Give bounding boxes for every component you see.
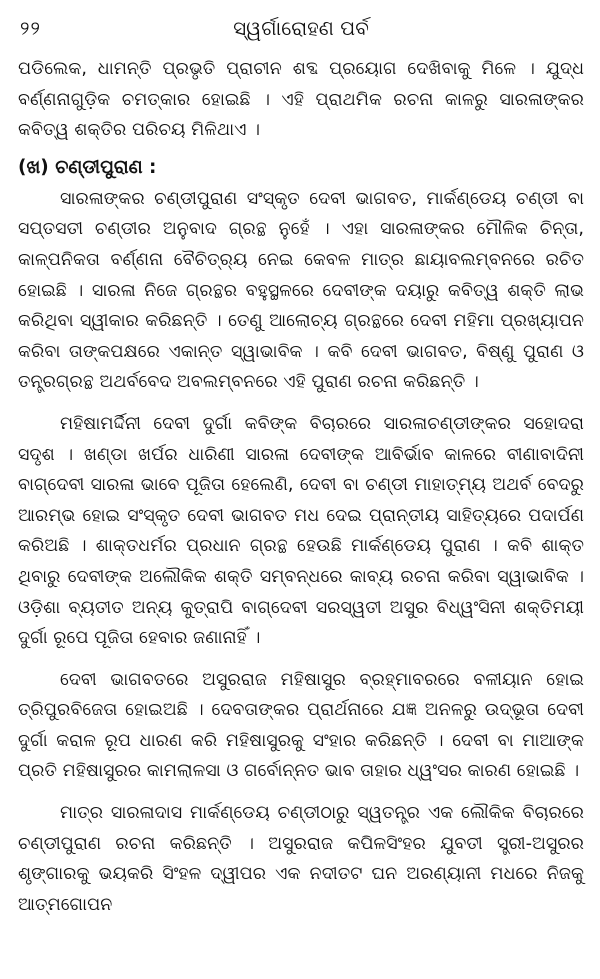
paragraph: ସାରଳାଙ୍କର ଚଣ୍ଡୀପୁରାଣ ସଂସ୍କୃତ ଦେବୀ ଭାଗବତ, ମାର୍କଣ୍ଡେୟ ଚଣ୍ଡୀ ବା ସପ୍ତସତୀ ଚଣ୍ଡୀର ଅନୁବାଦ ଗ୍ରନ୍ଥ ନୁହେଁ । ଏହା ସାରଳାଙ୍କର ମୌଳିକ ଚିନ୍ତା, କାଳ୍ପନିକତା ବର୍ଣ୍ଣନା ବୈଚିତ୍ର୍ୟ ନେଇ କେବଳ ମାତ୍ର ଛାୟାବଲମ୍ବନରେ ରଚିତ ହୋଇଛି । ସାରଳା ନିଜେ ଗ୍ରନ୍ଥର ବହୁସ୍ଥଳରେ ଦେବୀଙ୍କ ଦୟାରୁ କବିତ୍ୱ ଶକ୍ତି ଲାଭ କରିଥିବା ସ୍ୱୀକାର କରିଛନ୍ତି । ତେଣୁ ଆଲୋଚ୍ୟ ଗ୍ରନ୍ଥରେ ଦେବୀ ମହିମା ପ୍ରଖ୍ୟାପନ କରିବା ତାଙ୍କପକ୍ଷରେ ଏକାନ୍ତ ସ୍ୱାଭାବିକ । କବି ଦେବୀ ଭାଗବତ, ବିଷ୍ଣୁ ପୁରାଣ ଓ ତନ୍ତ୍ରଗ୍ରନ୍ଥ ଅଥର୍ବବେଦ ଅବଲମ୍ବନରେ ଏହି ପୁରାଣ ରଚନା କରିଛନ୍ତି । — [18, 188, 584, 393]
running-title: ସ୍ୱର୍ଗାରୋହଣ ପର୍ବ — [233, 16, 369, 40]
page-header — [18, 14, 584, 54]
paragraph-continuation: ପଡିଲେକ, ଧାମନ୍ତି ପ୍ରଭୃତି ପ୍ରାଚୀନ ଶବ୍ଦ ପ୍ରୟୋଗ ଦେଖିବାକୁ ମିଳେ । ଯୁଦ୍ଧ ବର୍ଣ୍ଣନାଗୁଡ଼ିକ ଚମତ୍କାର ହୋଇଛି । ଏହି ପ୍ରାଥମିକ ରଚନା କାଳରୁ ସାରଳାଙ୍କର କବିତ୍ୱ ଶକ୍ତିର ପରିଚୟ ମିଳିଥାଏ । — [18, 59, 584, 141]
page-body — [18, 54, 584, 920]
paragraph: ମହିଷାମର୍ଦ୍ଦିନୀ ଦେବୀ ଦୁର୍ଗା କବିଙ୍କ ବିଚାରରେ ସାରଳାଚଣ୍ଡୀଙ୍କର ସହୋଦରା ସଦୃଶ । ଖଣ୍ଡା ଖର୍ପର ଧାରିଣୀ ସାରଳା ଦେବୀଙ୍କ ଆବିର୍ଭାବ କାଳରେ ବୀଣାବାଦିନୀ ବାଗ୍‌ଦେବୀ ସାରଳା ଭାବେ ପୂଜିତା ହେଲେଣି, ଦେବୀ ବା ଚଣ୍ଡୀ ମାହାତ୍ମ୍ୟ ଅଥର୍ବ ବେଦରୁ ଆରମ୍ଭ ହୋଇ ସଂସ୍କୃତ ଦେବୀ ଭାଗବତ ମଧ ଦେଇ ପ୍ରାନ୍ତୀୟ ସାହିତ୍ୟରେ ପଦାର୍ପଣ କରିଅଛି । ଶାକ୍ତଧର୍ମର ପ୍ରଧାନ ଗ୍ରନ୍ଥ ହେଉଛି ମାର୍କଣ୍ଡେୟ ପୁରାଣ । କବି ଶାକ୍ତ ଥିବାରୁ ଦେବୀଙ୍କ ଅଲୌକିକ ଶକ୍ତି ସମ୍ବନ୍ଧରେ କାବ୍ୟ ରଚନା କରିବା ସ୍ୱାଭାବିକ । ଓଡ଼ିଶା ବ୍ୟତୀତ ଅନ୍ୟ କୁତ୍ରାପି ବାଗ୍‌ଦେବୀ ସରସ୍ୱତୀ ଅସୁର ବିଧ୍ୱଂସିନୀ ଶକ୍ତିମୟୀ ଦୁର୍ଗା ରୂପେ ପୂଜିତା ହେବାର ଜଣାନାହିଁ । — [18, 413, 584, 649]
paragraph: ଦେବୀ ଭାଗବତରେ ଅସୁରରାଜ ମହିଷାସୁର ବ୍ରହ୍ମାବରରେ ବଳୀୟାନ ହୋଇ ତ୍ରିପୁରବିଜେତା ହୋଇଅଛି । ଦେବତାଙ୍କର ପ୍ରାର୍ଥନାରେ ଯଜ୍ଞ ଅନଳରୁ ଉଦ୍ଭୂତା ଦେବୀ ଦୁର୍ଗା କରାଳ ରୂପ ଧାରଣ କରି ମହିଷାସୁରକୁ ସଂହାର କରିଛନ୍ତି । ଦେବୀ ବା ମାଆଙ୍କ ପ୍ରତି ମହିଷାସୁରର କାମଲାଳସା ଓ ଗର୍ବୋନ୍ନତ ଭାବ ତାହାର ଧ୍ୱଂସର କାରଣ ହୋଇଛି । — [18, 669, 584, 782]
paragraph: ମାତ୍ର ସାରଳାଦାସ ମାର୍କଣ୍ଡେୟ ଚଣ୍ଡୀଠାରୁ ସ୍ୱତନ୍ତ୍ର ଏକ ଲୌକିକ ବିଚାରରେ ଚଣ୍ଡୀପୁରାଣ ରଚନା କରିଛନ୍ତି । ଅସୁରରାଜ କପିଳସିଂହର ଯୁବତୀ ସ୍ତ୍ରୀ-ଅସୁରର ଶୃଙ୍ଗାରକୁ ଭୟକରି ସିଂହଳ ଦ୍ୱୀପର ଏକ ନଦୀତଟ ଘନ ଅରଣ୍ୟାନୀ ମଧରେ ନିଜକୁ ଆତ୍ମଗୋପନ — [18, 803, 584, 915]
section-heading: (ଖ) ଚଣ୍ଡୀପୁରାଣ : — [18, 156, 157, 178]
page-number: ୨୨ — [20, 18, 41, 40]
